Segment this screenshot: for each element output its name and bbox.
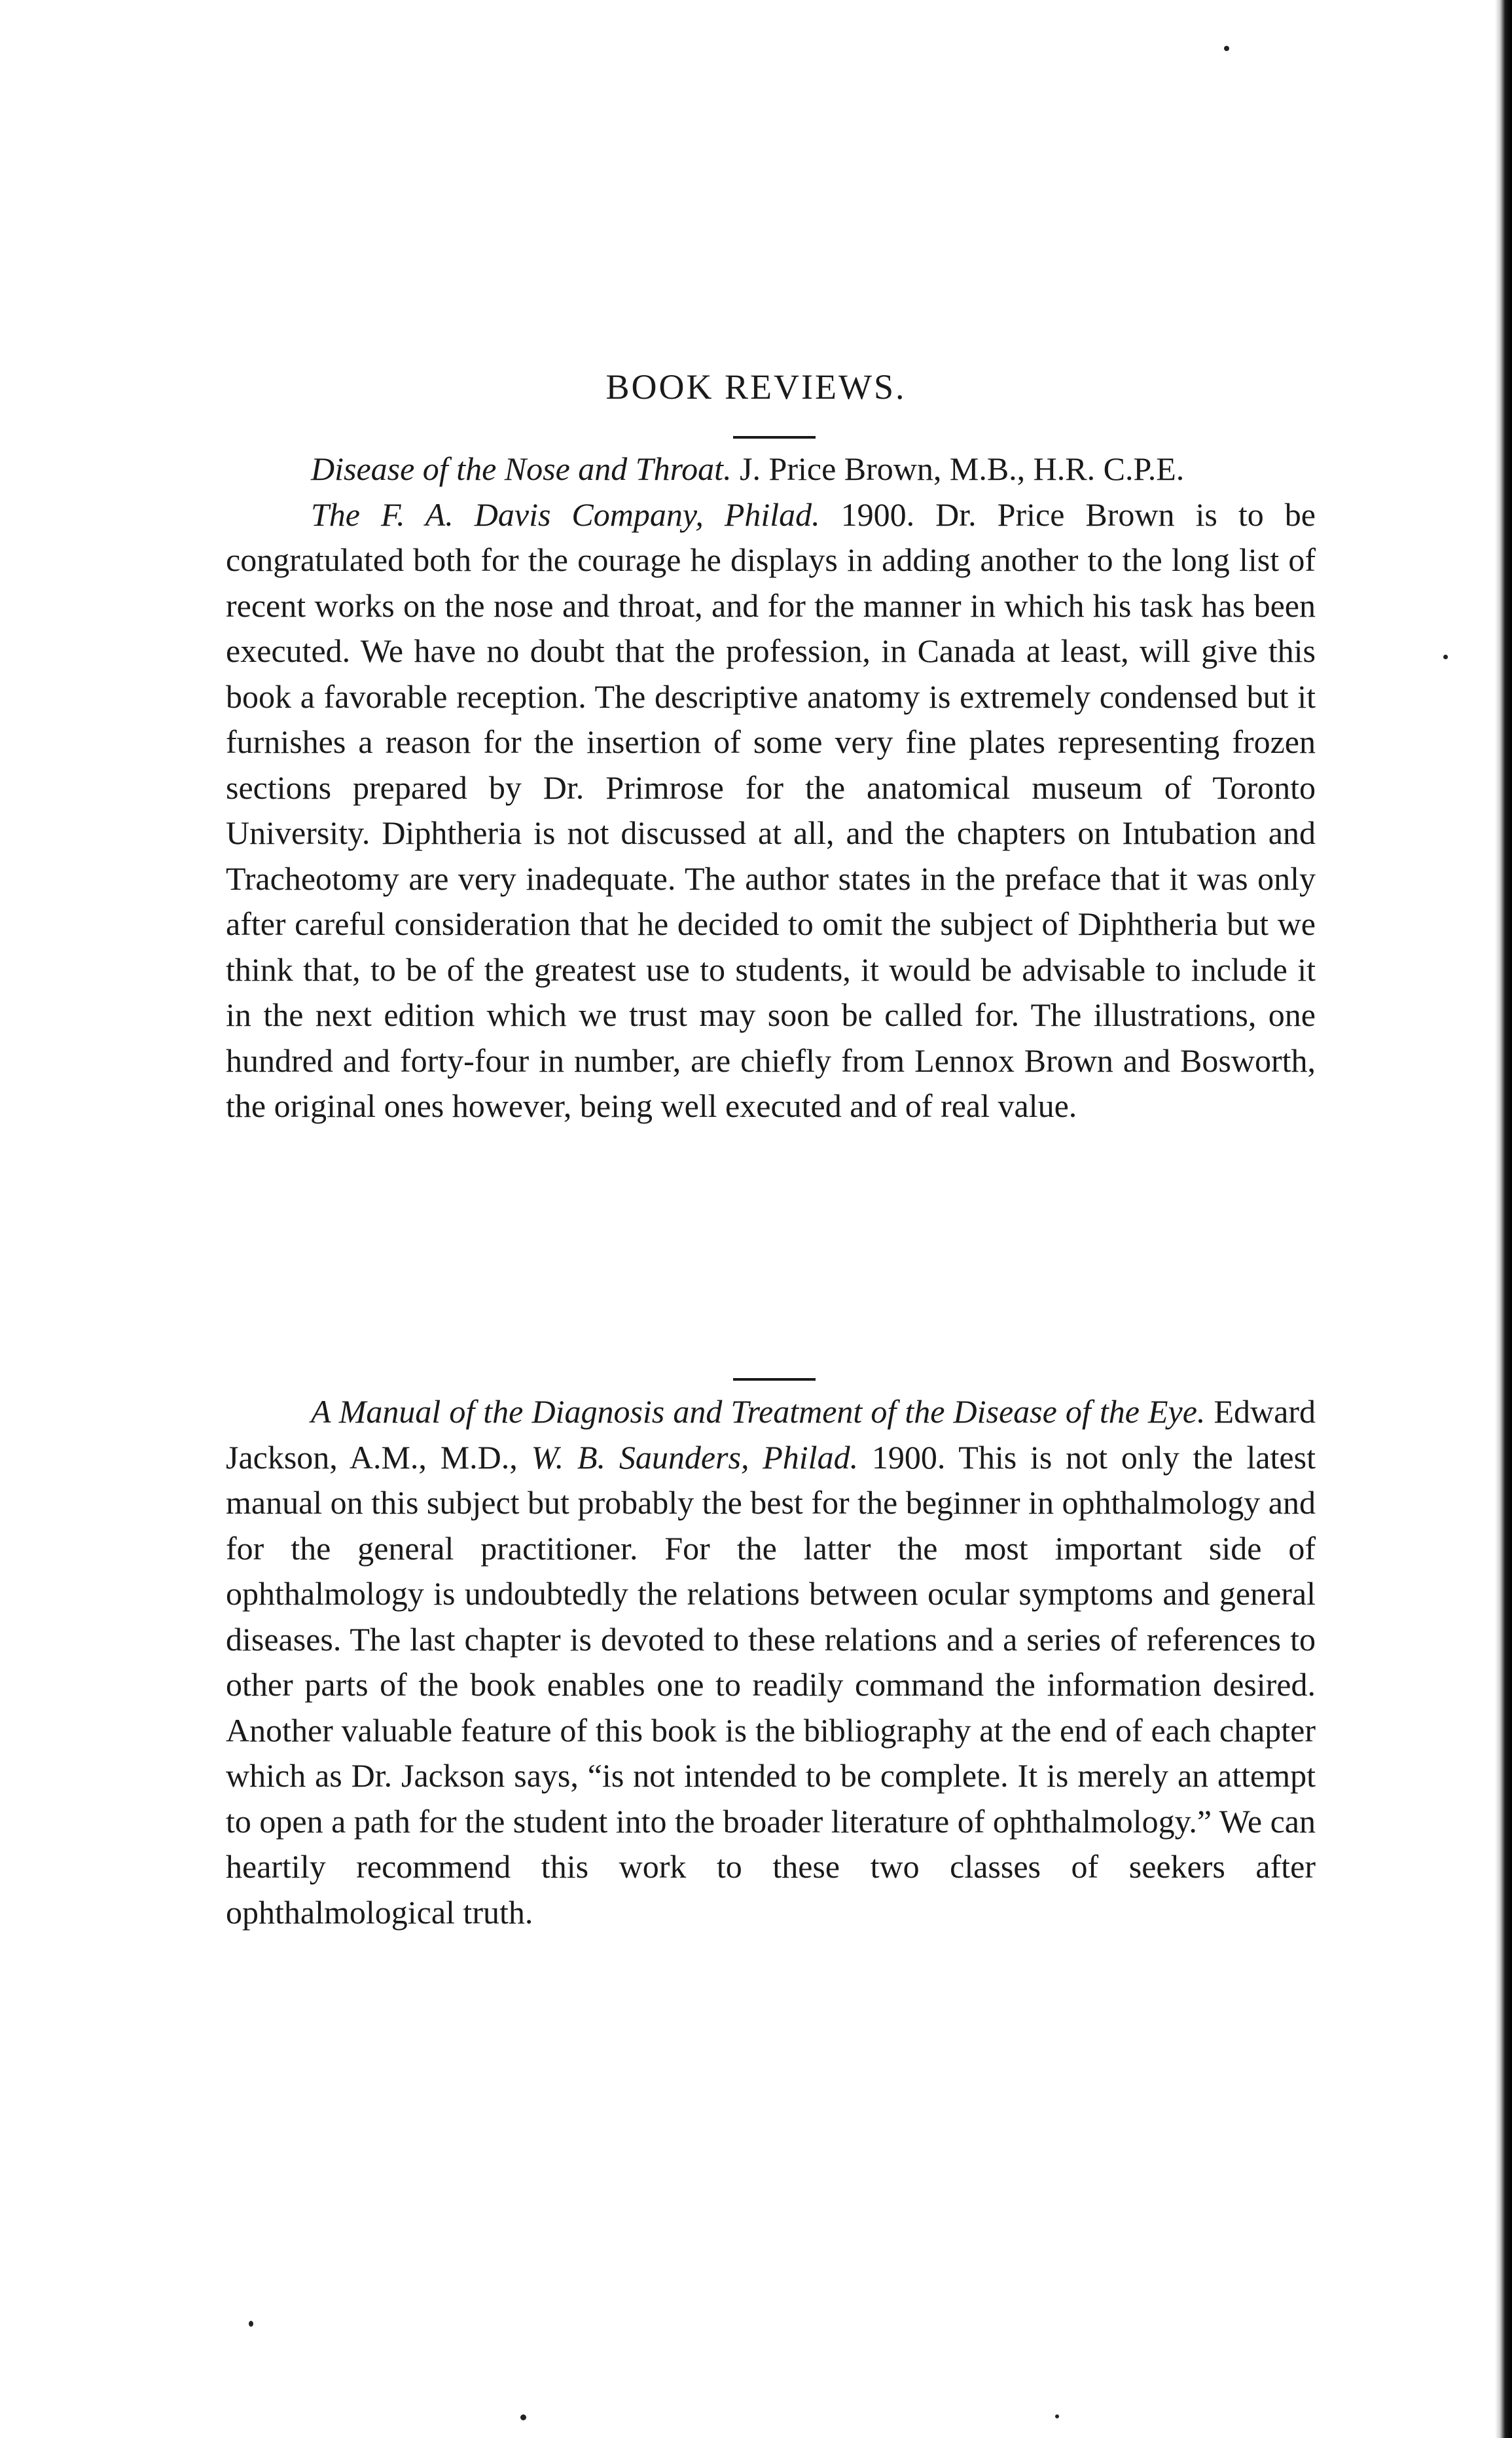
scan-speck [249, 2321, 253, 2327]
review-paragraph [226, 492, 1316, 1129]
review-title: A Manual of the Diagnosis and Treatment of the Disease of the Eye. [311, 1393, 1206, 1430]
review-author: Edward Jackson, A.M., M.D., [226, 1393, 1316, 1476]
review-publisher: W. B. Saunders, Philad. [531, 1438, 859, 1476]
review-paragraph [226, 1389, 1316, 1935]
heading-divider [733, 436, 816, 439]
section-divider [733, 1378, 816, 1381]
scan-speck [520, 2414, 526, 2420]
book-binding-edge [1495, 0, 1512, 2438]
review-body: 1900. This is not only the latest manual on this subject but probably the best for the beginner in ophthalmology and for the general practitioner. For the latter the most important side of ophthalmology is undoubtedly the relations between ocular symptoms and general diseases. The last chapter is devoted to these relations and a series of references to other parts of the book enables one to readily command the information desired. Another valuable feature of this book is the bibliography at the end of each chapter which as Dr. Jackson says, “is not intended to be complete. It is merely an attempt to open a path for the student into the broader literature of ophthalmology.” We can heartily recommend this work to these two classes of seekers after ophthalmological truth. [226, 1438, 1316, 1931]
review-paragraph [226, 446, 1316, 492]
scan-speck [1224, 46, 1229, 51]
review-nose-throat [226, 446, 1316, 1129]
review-publisher: The F. A. Davis Company, Philad. [311, 496, 820, 533]
page-heading: BOOK REVIEWS. [605, 367, 907, 407]
scan-speck [1055, 2414, 1059, 2418]
review-body: 1900. Dr. Price Brown is to be congratulated both for the courage he displays in adding another to the long list of recent works on the nose and throat, and for the manner in which his task has been executed. We have no doubt that the profession, in Canada at least, will give this book a favorable reception. The descriptive anatomy is extremely condensed but it furnishes a reason for the insertion of some very fine plates representing frozen sections prepared by Dr. Primrose for the anatomical museum of Toronto University. Diphtheria is not discussed at all, and the chapters on Intubation and Tracheotomy are very inadequate. The author states in the preface that it was only after careful consideration that he decided to omit the subject of Diphtheria but we think that, to be of the greatest use to students, it would be advisable to include it in the next edition which we trust may soon be called for. The illustrations, one hundred and forty-four in number, are chiefly from Lennox Brown and Bosworth, the original ones however, being well executed and of real value. [226, 496, 1316, 1124]
review-author: J. Price Brown, M.B., H.R. C.P.E. [731, 450, 1185, 487]
review-eye-manual [226, 1389, 1316, 1935]
review-title: Disease of the Nose and Throat. [311, 450, 732, 487]
scan-speck [1443, 655, 1448, 659]
